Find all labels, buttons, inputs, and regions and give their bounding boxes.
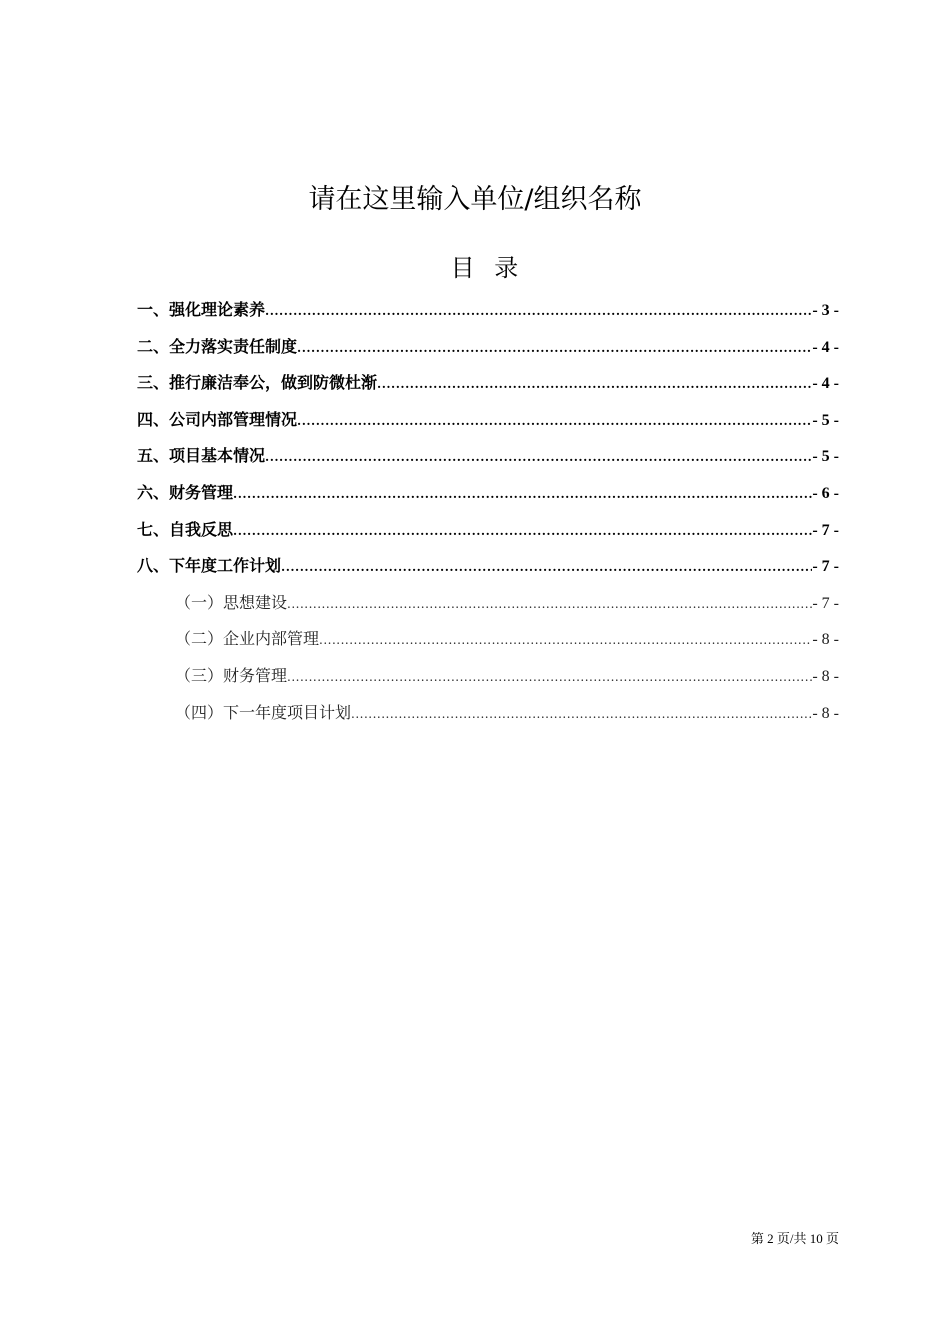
toc-dot-leader bbox=[297, 403, 812, 440]
toc-entry-label: （一）思想建设 bbox=[175, 592, 288, 612]
toc-entry-page: - 3 - bbox=[812, 302, 839, 319]
toc-entry-label: 八、下年度工作计划 bbox=[137, 556, 282, 576]
organization-name: 请在这里输入单位/组织名称 bbox=[308, 184, 642, 215]
toc-entry-page: - 4 - bbox=[812, 338, 839, 356]
toc-entry-label: 六、财务管理 bbox=[137, 482, 234, 502]
toc-dot-leader bbox=[287, 659, 812, 696]
toc-dot-leader bbox=[287, 586, 812, 623]
toc-entry-label: （二）企业内部管理 bbox=[175, 629, 320, 649]
toc-entry-6[interactable] bbox=[137, 475, 839, 512]
toc-subentry-1[interactable] bbox=[137, 585, 839, 622]
toc-entry-5[interactable] bbox=[137, 438, 839, 475]
toc-dot-leader bbox=[377, 366, 812, 403]
toc-dot-leader bbox=[265, 439, 812, 476]
toc-entry-label: 三、推行廉洁奉公，做到防微杜渐 bbox=[137, 373, 378, 393]
toc-dot-leader bbox=[265, 293, 812, 330]
toc-dot-leader bbox=[281, 549, 812, 586]
toc-dot-leader bbox=[233, 513, 812, 550]
toc-entry-label: 五、项目基本情况 bbox=[137, 446, 266, 466]
toc-dot-leader bbox=[351, 696, 812, 733]
toc-entry-label: 一、强化理论素养 bbox=[137, 300, 266, 319]
toc-dot-leader bbox=[319, 622, 812, 659]
table-of-contents bbox=[137, 292, 839, 731]
toc-entry-page: - 8 - bbox=[812, 631, 839, 649]
toc-entry-page: - 5 - bbox=[812, 411, 839, 429]
toc-entry-2[interactable] bbox=[137, 329, 839, 366]
toc-entry-label: （三）财务管理 bbox=[175, 665, 288, 685]
toc-title: 目 录 bbox=[450, 254, 525, 282]
toc-entry-page: - 7 - bbox=[812, 521, 839, 539]
toc-dot-leader bbox=[297, 330, 812, 367]
toc-entry-label: 二、全力落实责任制度 bbox=[137, 336, 298, 356]
toc-entry-7[interactable] bbox=[137, 512, 839, 549]
toc-entry-label: 七、自我反思 bbox=[137, 519, 234, 539]
toc-entry-page: - 8 - bbox=[812, 667, 839, 685]
toc-entry-label: 四、公司内部管理情况 bbox=[137, 409, 298, 429]
toc-entry-page: - 7 - bbox=[812, 558, 839, 576]
toc-entry-1[interactable] bbox=[137, 292, 839, 329]
toc-entry-page: - 7 - bbox=[812, 594, 839, 612]
toc-entry-8[interactable] bbox=[137, 548, 839, 585]
toc-subentry-3[interactable] bbox=[137, 658, 839, 695]
toc-dot-leader bbox=[233, 476, 812, 513]
toc-entry-page: - 5 - bbox=[812, 448, 839, 466]
toc-entry-page: - 4 - bbox=[812, 375, 839, 393]
toc-entry-page: - 8 - bbox=[812, 704, 839, 722]
toc-entry-page: - 6 - bbox=[812, 484, 839, 502]
toc-entry-3[interactable] bbox=[137, 365, 839, 402]
toc-subentry-2[interactable] bbox=[137, 621, 839, 658]
toc-subentry-4[interactable] bbox=[137, 695, 839, 732]
toc-entry-label: （四）下一年度项目计划 bbox=[175, 702, 352, 722]
toc-entry-4[interactable] bbox=[137, 402, 839, 439]
page-footer: 第 2 页/共 10 页 bbox=[750, 1231, 839, 1246]
